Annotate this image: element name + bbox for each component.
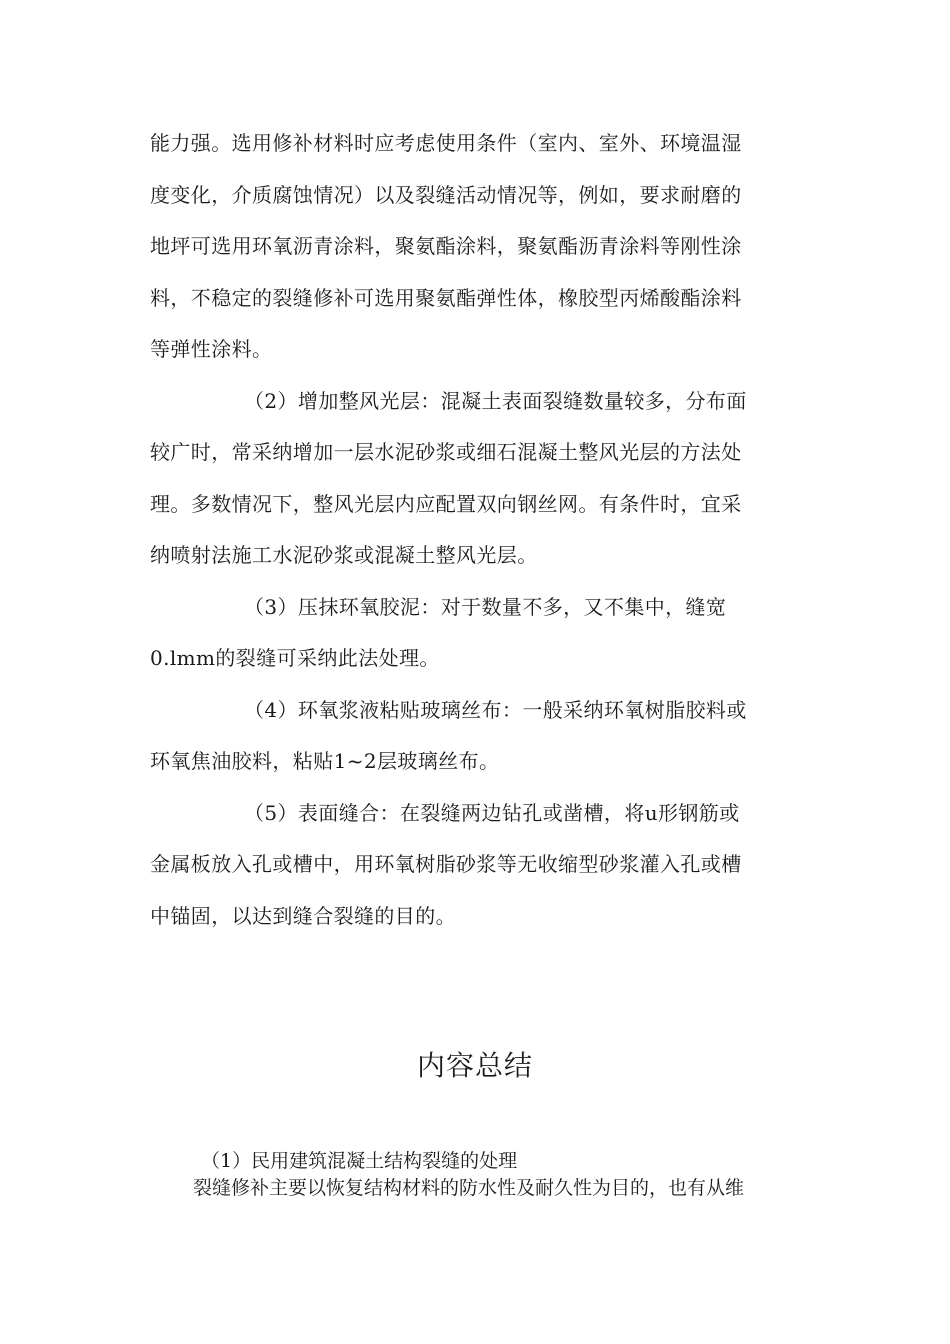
- body-line: 中锚固，以达到缝合裂缝的目的。: [150, 903, 456, 928]
- summary-text: 裂缝修补主要以恢复结构材料的防水性及耐久性为目的，也有从维: [193, 1177, 745, 1199]
- body-line: 环氧焦油胶料，粘贴1~2层玻璃丝布。: [150, 749, 500, 773]
- item-4-first-line: （4）环氧浆液粘贴玻璃丝布：一般采纳环氧树脂胶料或: [244, 697, 747, 722]
- body-line: 等弹性涂料。: [150, 337, 273, 361]
- body-line: 度变化，介质腐蚀情况）以及裂缝活动情况等，例如，要求耐磨的: [150, 182, 742, 207]
- summary-section: [193, 1148, 744, 1202]
- document-body: [150, 118, 802, 942]
- body-line: 金属板放入孔或槽中，用环氧树脂砂浆等无收缩型砂浆灌入孔或槽: [150, 852, 742, 876]
- item-3-first-line: （3）压抹环氧胶泥：对于数量不多，又不集中，缝宽: [244, 594, 727, 619]
- summary-heading: （1）民用建筑混凝土结构裂缝的处理: [201, 1150, 518, 1172]
- item-2-first-line: （2）增加整风光层：混凝土表面裂缝数量较多，分布面: [244, 388, 747, 413]
- body-line: 0.lmm的裂缝可采纳此法处理。: [150, 646, 440, 670]
- item-5-first-line: （5）表面缝合：在裂缝两边钻孔或凿槽，将u形钢筋或: [244, 800, 740, 825]
- summary-title: 内容总结: [416, 1049, 533, 1082]
- body-line: 料，不稳定的裂缝修补可选用聚氨酯弹性体，橡胶型丙烯酸酯涂料: [150, 285, 742, 310]
- body-line: 地坪可选用环氧沥青涂料，聚氨酯涂料，聚氨酯沥青涂料等刚性涂: [150, 234, 742, 258]
- body-line: 能力强。选用修补材料时应考虑使用条件（室内、室外、环境温湿: [150, 131, 742, 155]
- body-line: 纳喷射法施工水泥砂浆或混凝土整风光层。: [150, 543, 538, 567]
- body-line: 较广时，常采纳增加一层水泥砂浆或细石混凝土整风光层的方法处: [150, 440, 742, 464]
- body-line: 理。多数情况下，整风光层内应配置双向钢丝网。有条件时，宜采: [150, 491, 742, 516]
